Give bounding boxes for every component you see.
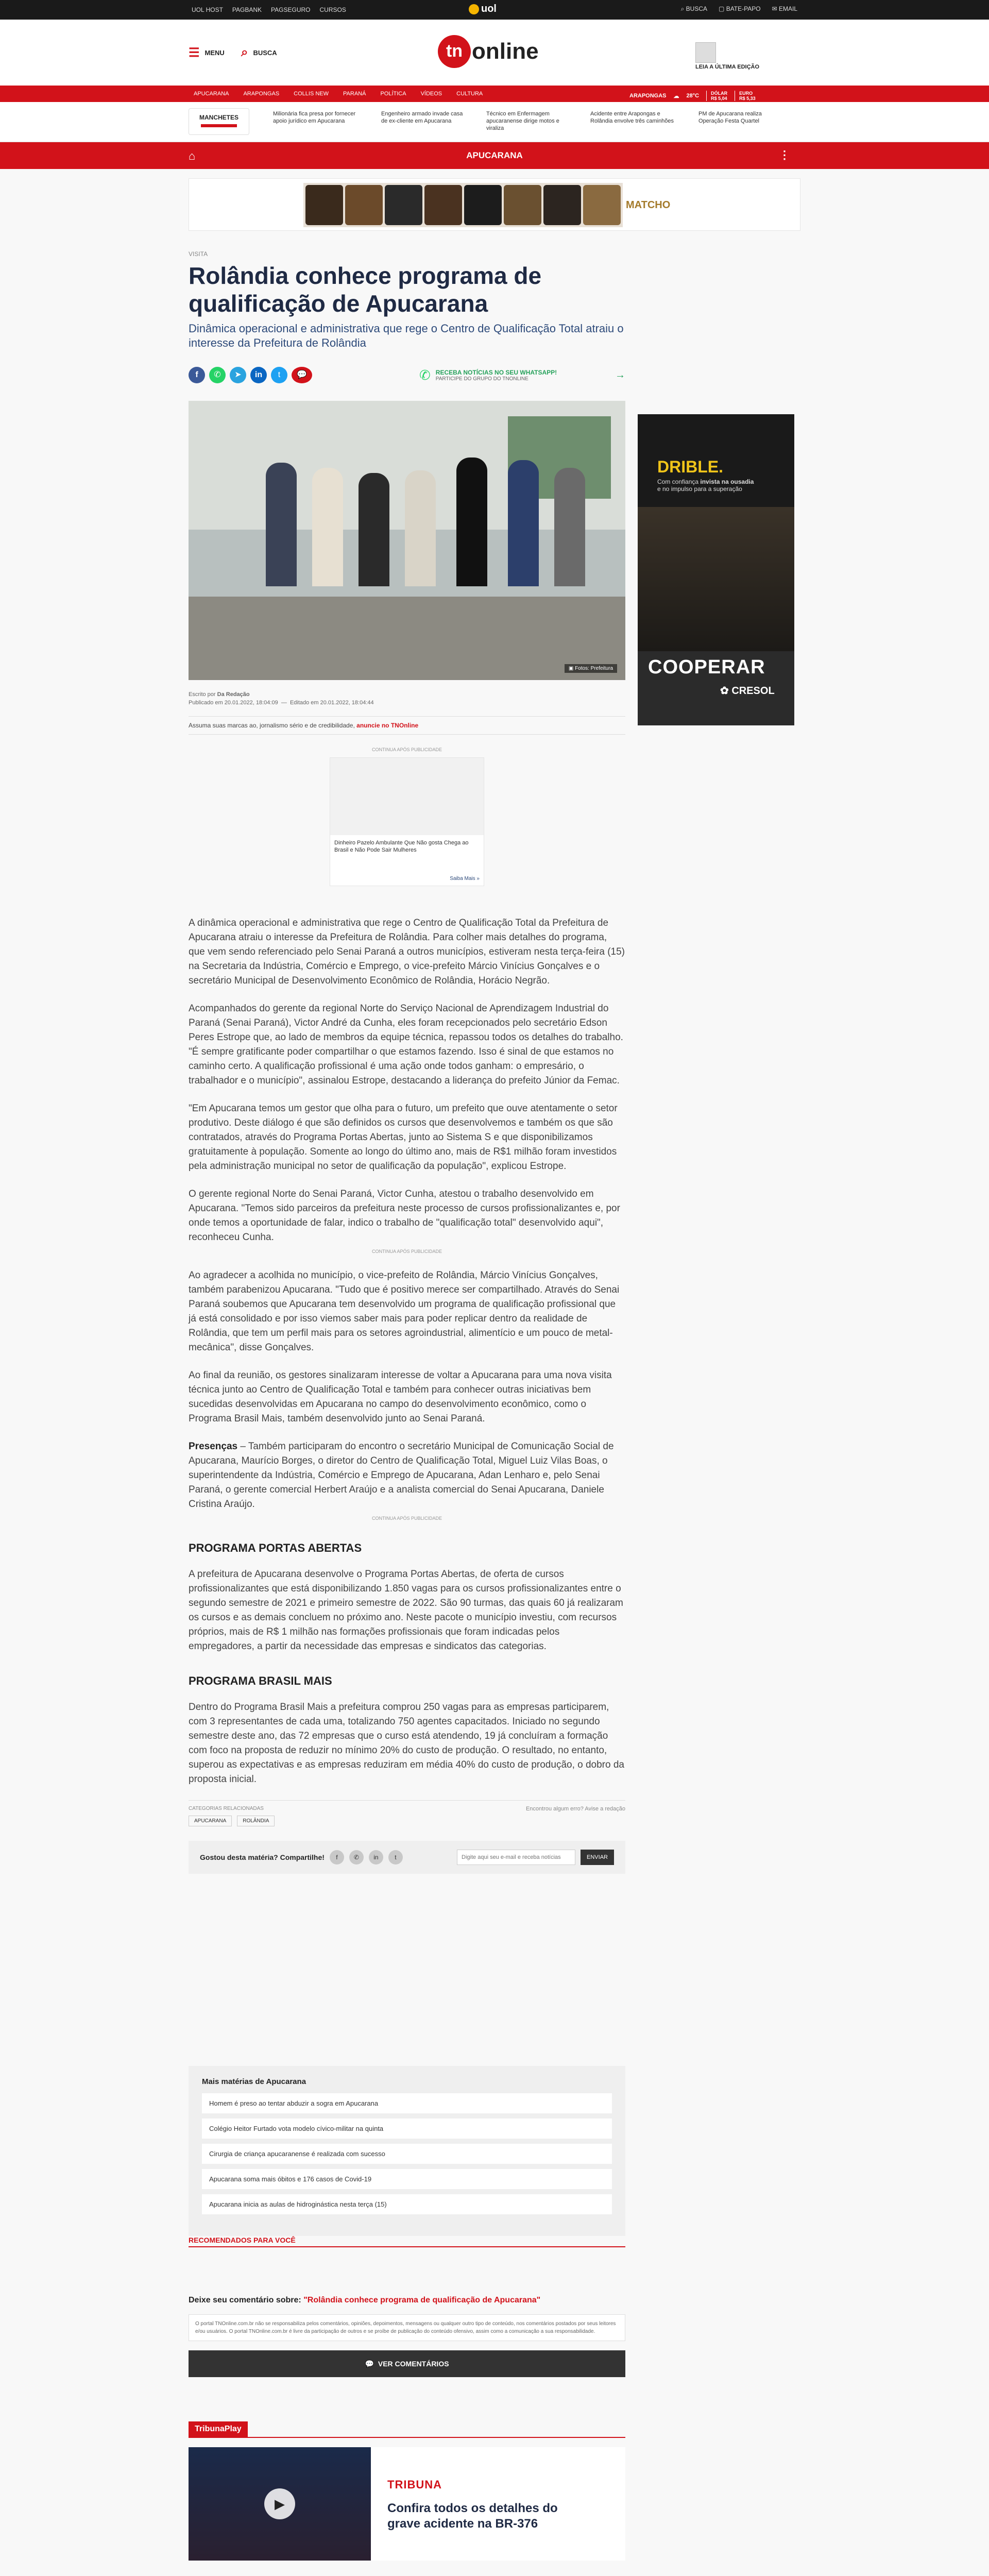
- article-kicker: VISITA: [189, 250, 208, 258]
- uol-link-pagbank[interactable]: PAGBANK: [232, 6, 262, 13]
- tribuna-logo: TRIBUNA: [387, 2478, 442, 2491]
- paragraph: "Em Apucarana temos um gestor que olha para o futuro, um prefeito que ouve atentamente o setor produtivo. Deste diálogo é que são definidos os cursos que desenvolvemos e também os que são contratados, através do Programa Portas Abertas, junto ao Sistema S e que disponibilizamos gratuitamente à população. Somente ao longo do último ano, mais de R$1 milhão foram investidos pela administração municipal no setor de qualificação da população", explicou Estrope.: [189, 1103, 618, 1172]
- ticker-item-2[interactable]: Engenheiro armado invade casa de ex-cliente em Apucarana: [381, 111, 463, 124]
- search-button[interactable]: ⌕ BUSCA: [241, 45, 277, 59]
- ad-label: CONTINUA APÓS PUBLICIDADE: [371, 747, 442, 752]
- article-meta: Escrito por Da Redação Publicado em 20.01.2022, 18:04:09 — Editado em 20.01.2022, 18:04:44: [189, 691, 374, 706]
- quote-euro: EURO R$ 5,33: [735, 91, 756, 101]
- share-icons: [189, 367, 312, 383]
- paragraph: Ao final da reunião, os gestores sinalizaram interesse de voltar a Apucarana para uma nova visita técnica junto ao Centro de Qualificação Total e também para conhecer outras iniciativas bem sucedidas desenvolvidas em Apucarana no campo do desenvolvimento econômico, como o Programa Brasil Mais, também desenvolvido junto ao Senai Paraná.: [189, 1370, 612, 1424]
- whatsapp-icon[interactable]: ✆: [349, 1850, 364, 1865]
- section-heading: PROGRAMA BRASIL MAIS: [189, 1674, 332, 1687]
- tribuna-video-card[interactable]: [189, 2447, 625, 2561]
- share-newsletter-bar: Gostou desta matéria? Compartilhe! f ✆ in t Digite aqui seu e-mail e receba notícias ENVIAR: [189, 1841, 625, 1874]
- share-bar: [189, 365, 625, 385]
- tag-rolandia[interactable]: ROLÂNDIA: [237, 1816, 275, 1826]
- uol-email-link[interactable]: ✉ EMAIL: [772, 5, 797, 12]
- uol-topbar: [0, 0, 989, 20]
- list-item[interactable]: Apucarana soma mais óbitos e 176 casos de Covid-19: [202, 2169, 612, 2189]
- ticker-item-4[interactable]: Acidente entre Arapongas e Rolândia envolve três caminhões: [590, 111, 674, 124]
- newspaper-icon: [695, 42, 716, 63]
- uol-right-links: [681, 5, 797, 13]
- banner-products: [303, 183, 623, 227]
- list-item[interactable]: Cirurgia de criança apucaranense é realizada com sucesso: [202, 2144, 612, 2164]
- cresol-icon: ✿: [720, 685, 732, 697]
- photo-credit: ▣ Fotos: Prefeitura: [565, 664, 617, 673]
- ticker-label: MANCHETES: [189, 108, 249, 135]
- uol-link-cursos[interactable]: CURSOS: [319, 6, 346, 13]
- sidebar-ad-brand: COOPERAR: [648, 656, 765, 678]
- article-author: Da Redação: [217, 691, 250, 698]
- ticker-item-5[interactable]: PM de Apucarana realiza Operação Festa Quartel: [698, 111, 762, 124]
- last-edition-link[interactable]: LEIA A ÚLTIMA EDIÇÃO: [695, 64, 760, 70]
- newsletter-email-input[interactable]: [457, 1850, 575, 1865]
- linkedin-icon[interactable]: in: [250, 367, 267, 383]
- advertise-link[interactable]: anuncie no TNOnline: [356, 722, 419, 729]
- article-title: Rolândia conhece programa de qualificação de Apucarana: [189, 262, 542, 317]
- top-banner-ad[interactable]: [189, 178, 800, 231]
- tags-section: CATEGORIAS RELACIONADAS APUCARANA ROLÂNDIA Encontrou algum erro? Avise a redação: [189, 1800, 625, 1826]
- advertise-promo: Assuma suas marcas ao, jornalismo sério e de credibilidade, anuncie no TNOnline: [189, 716, 625, 735]
- published-date: Publicado em 20.01.2022, 18:04:09: [189, 700, 278, 706]
- linkedin-icon[interactable]: in: [369, 1850, 383, 1865]
- paragraph: Presenças – Também participaram do encontro o secretário Municipal de Comunicação Social de Apucarana, Maurício Borges, o diretor do Centro de Qualificação Total, Miguel Luiz Vilas Boas, o superintendente da Indústria, Comércio e Emprego de Apucarana, Adan Lenharo e, pelo Senai Paraná, o gerente comercial Herbert Araújo e a analista comercial do Senai Apucarana, Daniele Cristina Araújo.: [189, 1441, 614, 1510]
- comments-section: Deixe seu comentário sobre: "Rolândia conhece programa de qualificação de Apucarana" O portal TNOnline.com.br não se responsabiliza pelos comentários, opiniões, depoimentos, mensagens ou qualquer outro tipo de conteúdo, nos comentários postados por seus leitores e/ou usuários. O portal TNOnline.com.br é livre da participação de outros e se proíbe de publicação do conteúdo ofensivo, assim como a comunicação a sua responsabilidade. 💬 VER COMENTÁRIOS: [189, 2296, 625, 2377]
- recommended-heading: RECOMENDADOS PARA VOCÊ: [189, 2236, 625, 2247]
- cloud-icon: ☁: [673, 93, 679, 99]
- mail-icon: ✉: [772, 5, 779, 12]
- search-icon: ⌕: [680, 5, 686, 12]
- newsletter-submit-button[interactable]: ENVIAR: [581, 1850, 614, 1865]
- category-title: APUCARANA: [466, 150, 523, 160]
- ticker-progress: [201, 124, 237, 127]
- section-heading: PROGRAMA PORTAS ABERTAS: [189, 1541, 362, 1554]
- sidebar-ad-copy: Com confiança invista na ousadia e no impulso para a superação: [657, 478, 754, 493]
- list-item[interactable]: Apucarana inicia as aulas de hidroginástica nesta terça (15): [202, 2194, 612, 2214]
- hamburger-icon: ☰: [189, 46, 200, 60]
- tnonline-logo[interactable]: tn online: [438, 35, 539, 68]
- uol-link-host[interactable]: UOL HOST: [192, 6, 223, 13]
- whatsapp-icon: ✆: [419, 367, 431, 383]
- paragraph: A dinâmica operacional e administrativa que rege o Centro de Qualificação Total da Prefeitura de Apucarana atraiu o interesse da Prefeitura de Rolândia. Para colher mais detalhes do programa, que vem sendo referenciado pelo Senai Paraná a outros municípios, estiveram nesta terça-feira (15) na Secretaria da Indústria, Comércio e Emprego, o vice-prefeito Márcio Vinícius Gonçalves e o secretário Municipal de Desenvolvimento Econômico de Rolândia, Horácio Negrão.: [189, 918, 625, 986]
- uol-link-pagseguro[interactable]: PAGSEGURO: [271, 6, 311, 13]
- whatsapp-icon[interactable]: ✆: [209, 367, 226, 383]
- list-item[interactable]: Homem é preso ao tentar abduzir a sogra em Apucarana: [202, 2093, 612, 2113]
- comments-icon: 💬: [365, 2359, 374, 2368]
- twitter-icon[interactable]: t: [271, 367, 287, 383]
- nav-item-politica[interactable]: POLÍTICA: [380, 91, 406, 97]
- headline-ticker: [0, 102, 989, 142]
- article: [189, 250, 625, 1874]
- more-stories-box: [189, 2066, 625, 2236]
- ticker-item-1[interactable]: Milionária fica presa por fornecer apoio jurídico em Apucarana: [273, 111, 356, 124]
- ad-label: CONTINUA APÓS PUBLICIDADE: [371, 1516, 442, 1521]
- ticker-item-3[interactable]: Técnico em Enfermagem apucaranense dirige motos e viraliza: [486, 111, 559, 131]
- nav-item-arapongas[interactable]: ARAPONGAS: [243, 91, 280, 97]
- weather-and-quotes: [629, 91, 756, 101]
- nav-item-videos[interactable]: VÍDEOS: [420, 91, 442, 97]
- nav-item-collis[interactable]: COLLIS NEW: [294, 91, 329, 97]
- nav-item-cultura[interactable]: CULTURA: [456, 91, 483, 97]
- inline-ad-card[interactable]: Dinheiro Pazelo Ambulante Que Não gosta Chega ao Brasil e Não Pode Sair Mulheres Saiba Mais »: [330, 757, 484, 886]
- facebook-icon[interactable]: f: [189, 367, 205, 383]
- arrow-right-icon: →: [615, 369, 625, 381]
- whatsapp-cta[interactable]: ✆ RECEBA NOTÍCIAS NO SEU WHATSAPP! PARTICIPE DO GRUPO DO TNONLINE →: [419, 367, 625, 383]
- sidebar-ad-headline: DRIBLE.: [657, 457, 723, 476]
- sidebar-ad-brand2: ✿ CRESOL: [720, 685, 775, 697]
- more-stories-list: [189, 2093, 625, 2214]
- uol-links: [192, 6, 346, 13]
- play-icon: ▶: [264, 2488, 295, 2519]
- article-body: [189, 916, 625, 1787]
- paragraph: Acompanhados do gerente da regional Norte do Serviço Nacional de Aprendizagem Industrial do Paraná (Senai Paraná), Victor André da Cunha, eles foram recepcionados pelo secretário Edson Peres Estrope que, ao lado de membros da equipe técnica, repassou todos os detalhes do trabalho. "É sempre gratificante poder compartilhar o que estamos fazendo. Isso é sinal de que estamos no caminho certo. A qualificação profissional é uma ação onde todos ganham: o empresário, o trabalhador e o município", assinalou Estrope, destacando a liderança do prefeito Júnior da Femac.: [189, 1003, 623, 1086]
- sidebar-ad[interactable]: [638, 414, 794, 725]
- tribuna-label: TribunaPlay: [189, 2421, 248, 2437]
- ad-label: CONTINUA APÓS PUBLICIDADE: [371, 1249, 442, 1254]
- nav-item-parana[interactable]: PARANÁ: [343, 91, 366, 97]
- article-photo[interactable]: [189, 401, 625, 680]
- uol-logo[interactable]: uol: [469, 3, 497, 15]
- comment-icon[interactable]: 💬: [292, 367, 312, 383]
- search-icon: ⌕: [241, 45, 248, 59]
- chat-icon: ▢: [719, 5, 726, 12]
- tag-apucarana[interactable]: APUCARANA: [189, 1816, 232, 1826]
- twitter-icon[interactable]: t: [388, 1850, 403, 1865]
- camera-icon: ▣: [568, 666, 575, 671]
- uol-chat-link[interactable]: ▢ BATE-PAPO: [719, 5, 761, 12]
- sidebar-ad-photo: [638, 507, 794, 651]
- weather-city: ARAPONGAS: [629, 93, 667, 99]
- paragraph: Dentro do Programa Brasil Mais a prefeitura comprou 250 vagas para as empresas participarem, com 3 representantes de cada uma, totalizando 750 agentes capacitados. Iniciado no segundo semestre deste ano, das 72 empresas que o curso está atendendo, 19 já concluíram a formação com foco na proposta de reduzir no mínimo 20% do custo de produção. O resultado, no entanto, superou as expectativas e as empresas reduziram em média 40% do custo de produção, o dobro da proposta inicial.: [189, 1702, 624, 1785]
- tribuna-video-thumb: [189, 2447, 371, 2561]
- tribuna-video-title: Confira todos os detalhes do grave acidente na BR-376: [387, 2501, 558, 2531]
- category-bar: [0, 142, 989, 169]
- section-nav: [0, 86, 989, 102]
- more-stories-title: Mais matérias de Apucarana: [202, 2077, 306, 2086]
- section-nav-items: [194, 91, 483, 97]
- list-item[interactable]: Colégio Heitor Furtado vota modelo cívico-militar na quinta: [202, 2119, 612, 2139]
- report-error-link[interactable]: Encontrou algum erro? Avise a redação: [525, 1806, 625, 1812]
- telegram-icon[interactable]: ➤: [230, 367, 246, 383]
- menu-button[interactable]: ☰ MENU: [189, 46, 225, 60]
- weather-temp: 28°C: [686, 93, 700, 99]
- banner-brand: MATCHO: [626, 199, 671, 211]
- more-options-icon[interactable]: ⋮: [779, 148, 790, 161]
- paragraph: Ao agradecer a acolhida no município, o vice-prefeito de Rolândia, Márcio Vinícius Gonçalves, também parabenizou Apucarana. "Tudo que é positivo merece ser compartilhado. Através do Senai Paraná soubemos que Apucarana tem desenvolvido um programa de qualificação profissional que já está consolidado e por isso viemos saber mais para poder replicar dentro da realidade de Rolândia, que tem um perfil mais para os setores agroindustrial, alimentício e um pouco de metal-mecânica", disse Gonçalves.: [189, 1270, 620, 1353]
- edited-date: Editado em 20.01.2022, 18:04:44: [289, 700, 374, 706]
- nav-item-apucarana[interactable]: APUCARANA: [194, 91, 229, 97]
- site-header: [0, 20, 989, 86]
- tribuna-play-section: [189, 2421, 625, 2561]
- facebook-icon[interactable]: f: [330, 1850, 344, 1865]
- paragraph: A prefeitura de Apucarana desenvolve o Programa Portas Abertas, de oferta de cursos profissionalizantes que está disponibilizando 1.850 vagas para os cursos profissionalizantes entre o segundo semestre de 2021 e primeiro semestre de 2022. São 90 turmas, das quais 60 já realizaram os cursos e as demais concluem no próximo ano. Neste pacote o município investiu, com recursos próprios, mais de R$ 1 milhão nas formações profissionais que foram indicadas pelos empregadores, a partir da necessidade das empresas e sindicatos das categorias.: [189, 1569, 623, 1652]
- view-comments-button[interactable]: 💬 VER COMENTÁRIOS: [189, 2350, 625, 2377]
- paragraph: O gerente regional Norte do Senai Paraná, Victor Cunha, atestou o trabalho desenvolvido em Apucarana. "Temos sido parceiros da prefeitura neste processo de cursos profissionalizantes e, por onde temos a oportunidade de falar, indico o trabalho de "qualificação total" desenvolvido aqui", reconheceu Cunha.: [189, 1189, 620, 1243]
- article-subtitle: Dinâmica operacional e administrativa que rege o Centro de Qualificação Total atraiu o interesse da Prefeitura de Rolândia: [189, 322, 624, 349]
- quote-dollar: DÓLAR R$ 5,04: [706, 91, 727, 101]
- home-icon[interactable]: ⌂: [189, 149, 196, 162]
- uol-search-link[interactable]: ⌕ BUSCA: [680, 5, 708, 12]
- comments-disclaimer: O portal TNOnline.com.br não se responsabiliza pelos comentários, opiniões, depoimentos, mensagens ou qualquer outro tipo de conteúdo, nos comentários postados por seus leitores e/ou usuários. O portal TNOnline.com.br é livre da participação de outros e se proíbe de publicação do conteúdo ofensivo, assim como a comunicação a sua responsabilidade.: [189, 2314, 625, 2341]
